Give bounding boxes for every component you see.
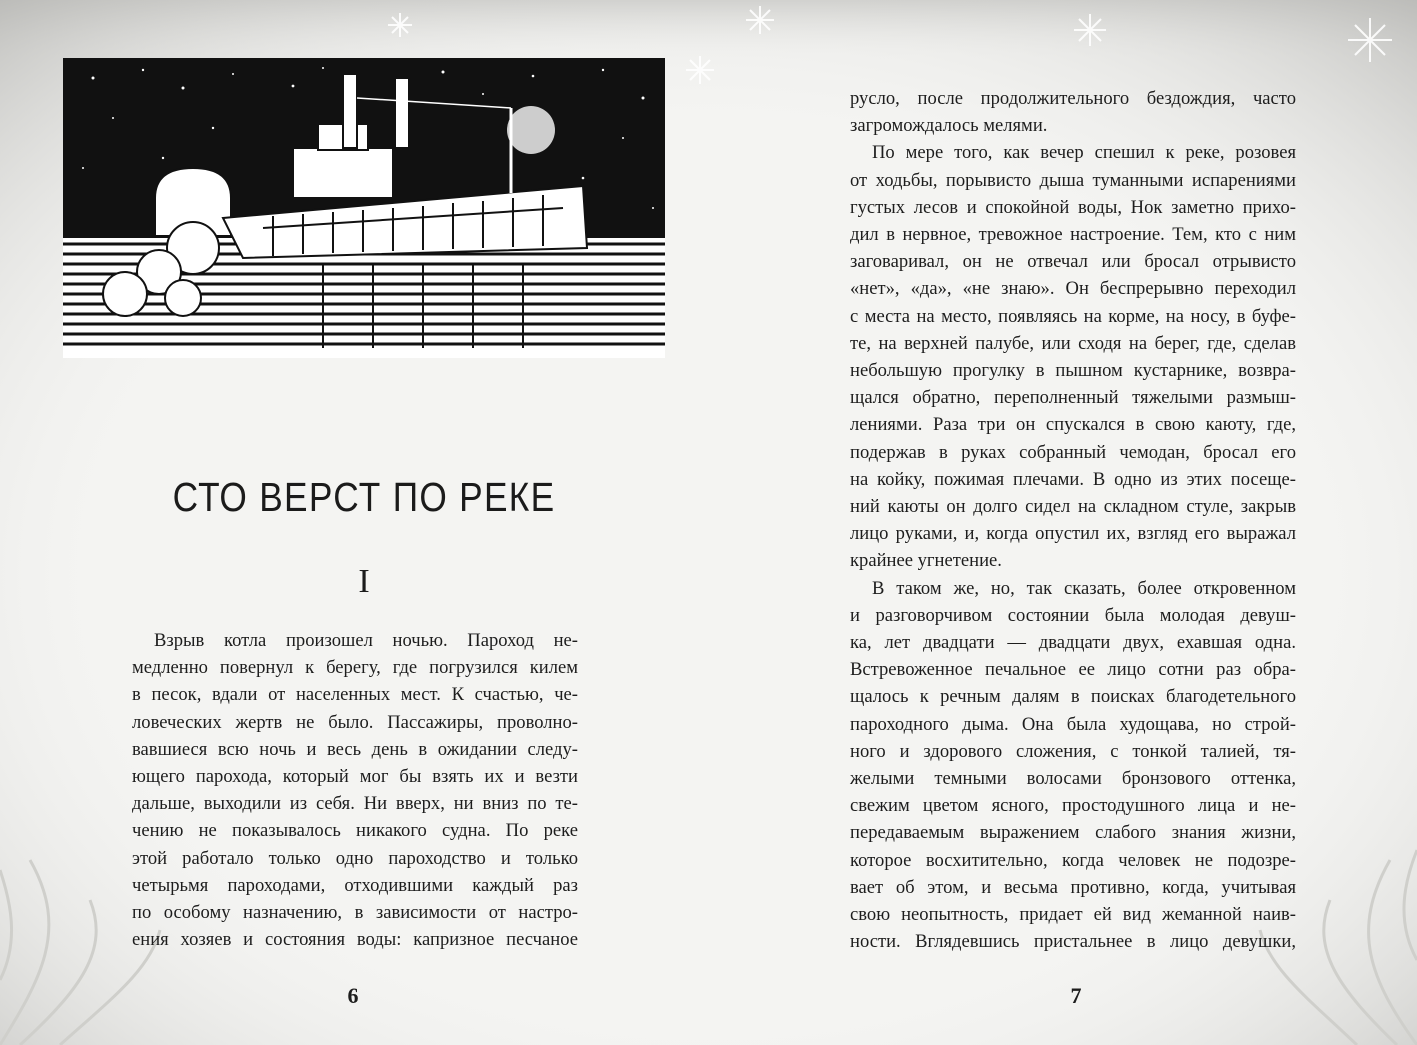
text-line: щался обратно, переполненный тяжелыми размыш- — [850, 387, 1296, 409]
text-line: желыми темными волосами бронзового оттенка, — [850, 768, 1296, 790]
text-line: четырьмя пароходами, отходившими каждый раз — [132, 874, 578, 896]
text-line: подержав в руках собранный чемодан, бросал его — [850, 441, 1296, 463]
text-line: щалось к речным далям в поисках благодетельного — [850, 686, 1296, 708]
text-line: которое восхитительно, когда человек не подозре- — [850, 849, 1296, 871]
text-line: вавшиеся всю ночь и весь день в ожидании следу- — [132, 738, 578, 760]
text-line: по особому назначению, в зависимости от настро- — [132, 902, 578, 924]
text-line: в песок, вдали от населенных мест. К счастью, че- — [132, 684, 578, 706]
text-line: лицо руками, и, когда опустил их, взгляд его выражал — [850, 523, 1296, 545]
text-line: ного и здорового сложения, с тонкой талией, тя- — [850, 740, 1296, 762]
body-text-left — [132, 627, 578, 953]
text-line: русло, после продолжительного бездождия, часто — [850, 88, 1296, 109]
page-number: 7 — [1070, 983, 1082, 1008]
text-line: Встревоженное печальное ее лицо сотни раз обра- — [850, 659, 1296, 681]
text-line: свежим цветом ясного, простодушного лица и не- — [850, 795, 1296, 817]
text-line: ка, лет двадцати — двадцати двух, ехавшая одна. — [850, 632, 1296, 654]
text-line: лениями. Раза три он спускался в свою каюту, где, — [850, 414, 1296, 436]
text-line: дальше, выходили из себя. Ни вверх, ни вниз по те- — [132, 793, 578, 815]
text-line: «нет», «да», «не знаю». Он беспрерывно переходил — [850, 278, 1296, 300]
text-line: на койку, пожимая плечами. В одно из этих посеще- — [850, 468, 1296, 490]
text-line: медленно повернул к берегу, где погрузился килем — [132, 657, 578, 679]
text-line: небольшую прогулку в пышном кустарнике, возвра- — [850, 360, 1296, 382]
text-line: По мере того, как вечер спешил к реке, розовея — [872, 142, 1296, 164]
text-line: густых лесов и спокойной воды, Нок заметно прихо- — [850, 196, 1296, 218]
chapter-title: СТО ВЕРСТ ПО РЕКЕ — [172, 474, 556, 520]
text-line: крайнее угнетение. — [850, 550, 1002, 572]
text-line: вает об этом, и весьма противно, когда, учитывая — [850, 876, 1296, 898]
text-line: свою неопытность, придает ей вид жеманной наив- — [850, 904, 1296, 926]
text-line: и разговорчивом состоянии была молодая девуш- — [850, 604, 1296, 626]
text-line: ности. Вглядевшись пристальнее в лицо девушки, — [850, 931, 1296, 953]
text-line: ения хозяев и состояния воды: капризное песчаное — [132, 929, 578, 951]
text-line: Взрыв котла произошел ночью. Пароход не- — [154, 630, 578, 651]
body-text-right — [850, 85, 1296, 956]
page-number: 6 — [347, 983, 359, 1008]
left-page — [0, 0, 708, 1045]
text-line: от ходьбы, порывисто дыша туманными испарениями — [850, 169, 1296, 191]
chapter-number: I — [358, 563, 370, 600]
text-line: ющего парохода, который мог бы взять их и везти — [132, 766, 578, 788]
text-line: В таком же, но, так сказать, более откровенном — [872, 577, 1296, 599]
text-line: загромождалось мелями. — [850, 115, 1048, 137]
text-line: передаваемым выражением слабого знания жизни, — [850, 822, 1296, 844]
text-line: пароходного дыма. Она была худощава, но строй- — [850, 713, 1296, 735]
text-line: те, на верхней палубе, или сходя на берег, где, сделав — [850, 332, 1296, 354]
text-line: дил в нервное, тревожное настроение. Тем, кто с ним — [850, 224, 1296, 246]
text-line: ний каюты он долго сидел на складном стуле, закрыв — [850, 496, 1296, 518]
text-line: чению не показывалось никакого судна. По реке — [132, 820, 578, 842]
text-line: ловеческих жертв не было. Пассажиры, проволно- — [132, 711, 578, 733]
steamboat-illustration — [63, 58, 665, 358]
text-line: с места на место, появляясь на корме, на носу, в буфе- — [850, 305, 1296, 327]
text-line: этой работало только одно пароходство и только — [132, 847, 578, 869]
text-line: заговаривал, он не отвечал или бросал отрывисто — [850, 251, 1296, 273]
right-page — [708, 0, 1417, 1045]
